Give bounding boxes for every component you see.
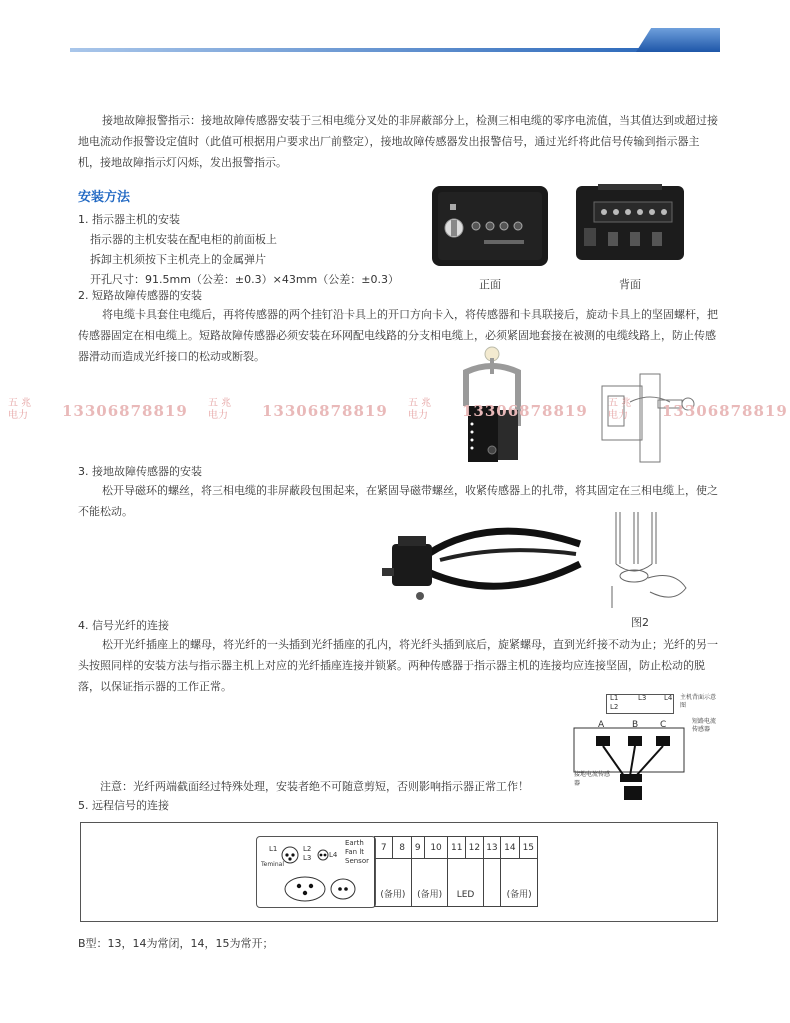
fig2-caption: 图2: [631, 616, 649, 629]
notice-text: 注意：光纤两端截面经过特殊处理，安装者绝不可随意剪短，否则影响指示器正常工作！: [100, 780, 529, 793]
section4-body: 松开光纤插座上的螺母，将光纤的一头插到光纤插座的孔内，将光纤头插到底后，旋紧螺母，直到光纤接不动为止；光纤的另一头按照同样的安装方法与指示器主机上对应的光纤插座连接并锁紧。两种传感器于指示器主机的连接均应连接坚固，防止松动的脱落，以保证指示器的工作正常。: [78, 638, 718, 693]
phase-a-label: A: [598, 720, 605, 730]
section1-line-2: 拆卸主机须按下主机壳上的金属弹片: [90, 253, 266, 266]
fig2-drawing: [604, 508, 690, 612]
watermark-logo: 五 兆 电力: [408, 398, 432, 421]
ground-fault-sensor-image: [380, 514, 590, 606]
terminal-cell: 9: [411, 837, 424, 859]
watermark-strip: [8, 398, 790, 430]
watermark-phone: 13306878819: [62, 402, 188, 420]
terminal-cell: 14: [501, 837, 519, 859]
legend-fault: Fan lt: [345, 848, 365, 856]
terminal-cell: 12: [466, 837, 484, 859]
terminal-label: LED: [448, 859, 483, 907]
header-tab-decoration: [636, 28, 720, 52]
intro-paragraph: 接地故障报警指示：接地故障传感器安装于三相电缆分叉处的非屏蔽部分上，检测三相电缆的零序电流值，当其值达到或超过接地电流动作报警设定值时（此值可根据用户要求出厂前整定），接地故障传感器发出报警信号，通过光纤将此信号传输到指示器主机，接地故障指示灯闪烁，发出报警指示。: [78, 114, 718, 169]
diagram-l4: L4: [664, 694, 673, 702]
ground-sensor-label: 接地电流传感器: [574, 771, 611, 787]
watermark-phone: 13306878819: [462, 402, 588, 420]
section1-line-3: 开孔尺寸：91.5mm（公差：±0.3）×43mm（公差：±0.3）: [90, 273, 399, 286]
diagram-lines: [568, 690, 718, 808]
section4-title: 4. 信号光纤的连接: [78, 619, 169, 632]
fiber-connection-diagram: [568, 690, 718, 808]
diagram-l3: L3: [638, 694, 647, 702]
section5-title: 5. 远程信号的连接: [78, 799, 169, 812]
terminal-label: [483, 859, 501, 907]
terminal-cell: 10: [424, 837, 448, 859]
indicator-front-image: [428, 178, 552, 274]
watermark-phone: 13306878819: [662, 402, 788, 420]
watermark-logo: 五 兆 电力: [208, 398, 232, 421]
terminal-cell: 8: [393, 837, 411, 859]
legend-l2: L2: [303, 845, 312, 853]
sensor-legend-box: [256, 836, 376, 908]
terminal-cell: 11: [448, 837, 466, 859]
diagram-l2: L2: [610, 703, 619, 711]
terminal-label: (备用): [411, 859, 448, 907]
legend-l4: L4: [329, 851, 338, 859]
diagram-l1: L1: [610, 694, 619, 702]
indicator-back-image: [568, 178, 692, 274]
phase-c-label: C: [660, 720, 667, 730]
section1-title: 1. 指示器主机的安装: [78, 213, 180, 226]
terminal-cell: 15: [519, 837, 537, 859]
back-caption: 背面: [619, 278, 641, 291]
legend-l3: L3: [303, 854, 312, 862]
section3-title: 3. 接地故障传感器的安装: [78, 465, 202, 478]
short-sensor-label: 短路电流传感器: [692, 718, 717, 733]
section3-body: 松开导磁环的螺丝，将三相电缆的非屏蔽段包围起来，在紧固导磁带螺丝，收紧传感器上的扎带，将其固定在三相电缆上，使之不能松动。: [78, 484, 718, 518]
legend-l1: L1: [269, 845, 278, 853]
legend-terminal: Teminal: [261, 861, 284, 868]
watermark-logo: 五 兆 电力: [8, 398, 32, 421]
host-back-label: 主机背面示意图: [680, 694, 717, 709]
watermark-logo: 五 兆 电力: [608, 398, 632, 421]
terminal-table: [374, 836, 538, 907]
section2-body: 将电缆卡具套住电缆后，再将传感器的两个挂钉沿卡具上的开口方向卡入，将传感器和卡具联接后，旋动卡具上的坚固螺杆，把传感器固定在相电缆上。短路故障传感器必须安装在环网配电线路的分支相电缆上，必须紧固地套接在被测的电缆线路上，防止传感器滑动而造成光纤接口的松动或断裂。: [78, 308, 718, 363]
watermark-phone: 13306878819: [262, 402, 388, 420]
front-caption: 正面: [479, 278, 501, 291]
footer-note: B型：13，14为常闭，14，15为常开；: [78, 937, 274, 950]
install-heading: 安装方法: [78, 190, 131, 205]
phase-b-label: B: [632, 720, 639, 730]
legend-sensor: Sensor: [345, 857, 369, 865]
terminal-label: (备用): [501, 859, 538, 907]
terminal-label: (备用): [375, 859, 412, 907]
section1-line-1: 指示器的主机安装在配电柜的前面板上: [90, 233, 277, 246]
terminal-cell: 7: [375, 837, 393, 859]
legend-earth: Earth: [345, 839, 364, 847]
header-rule: [70, 48, 720, 52]
section2-title: 2. 短路故障传感器的安装: [78, 289, 202, 302]
terminal-cell: 13: [483, 837, 501, 859]
